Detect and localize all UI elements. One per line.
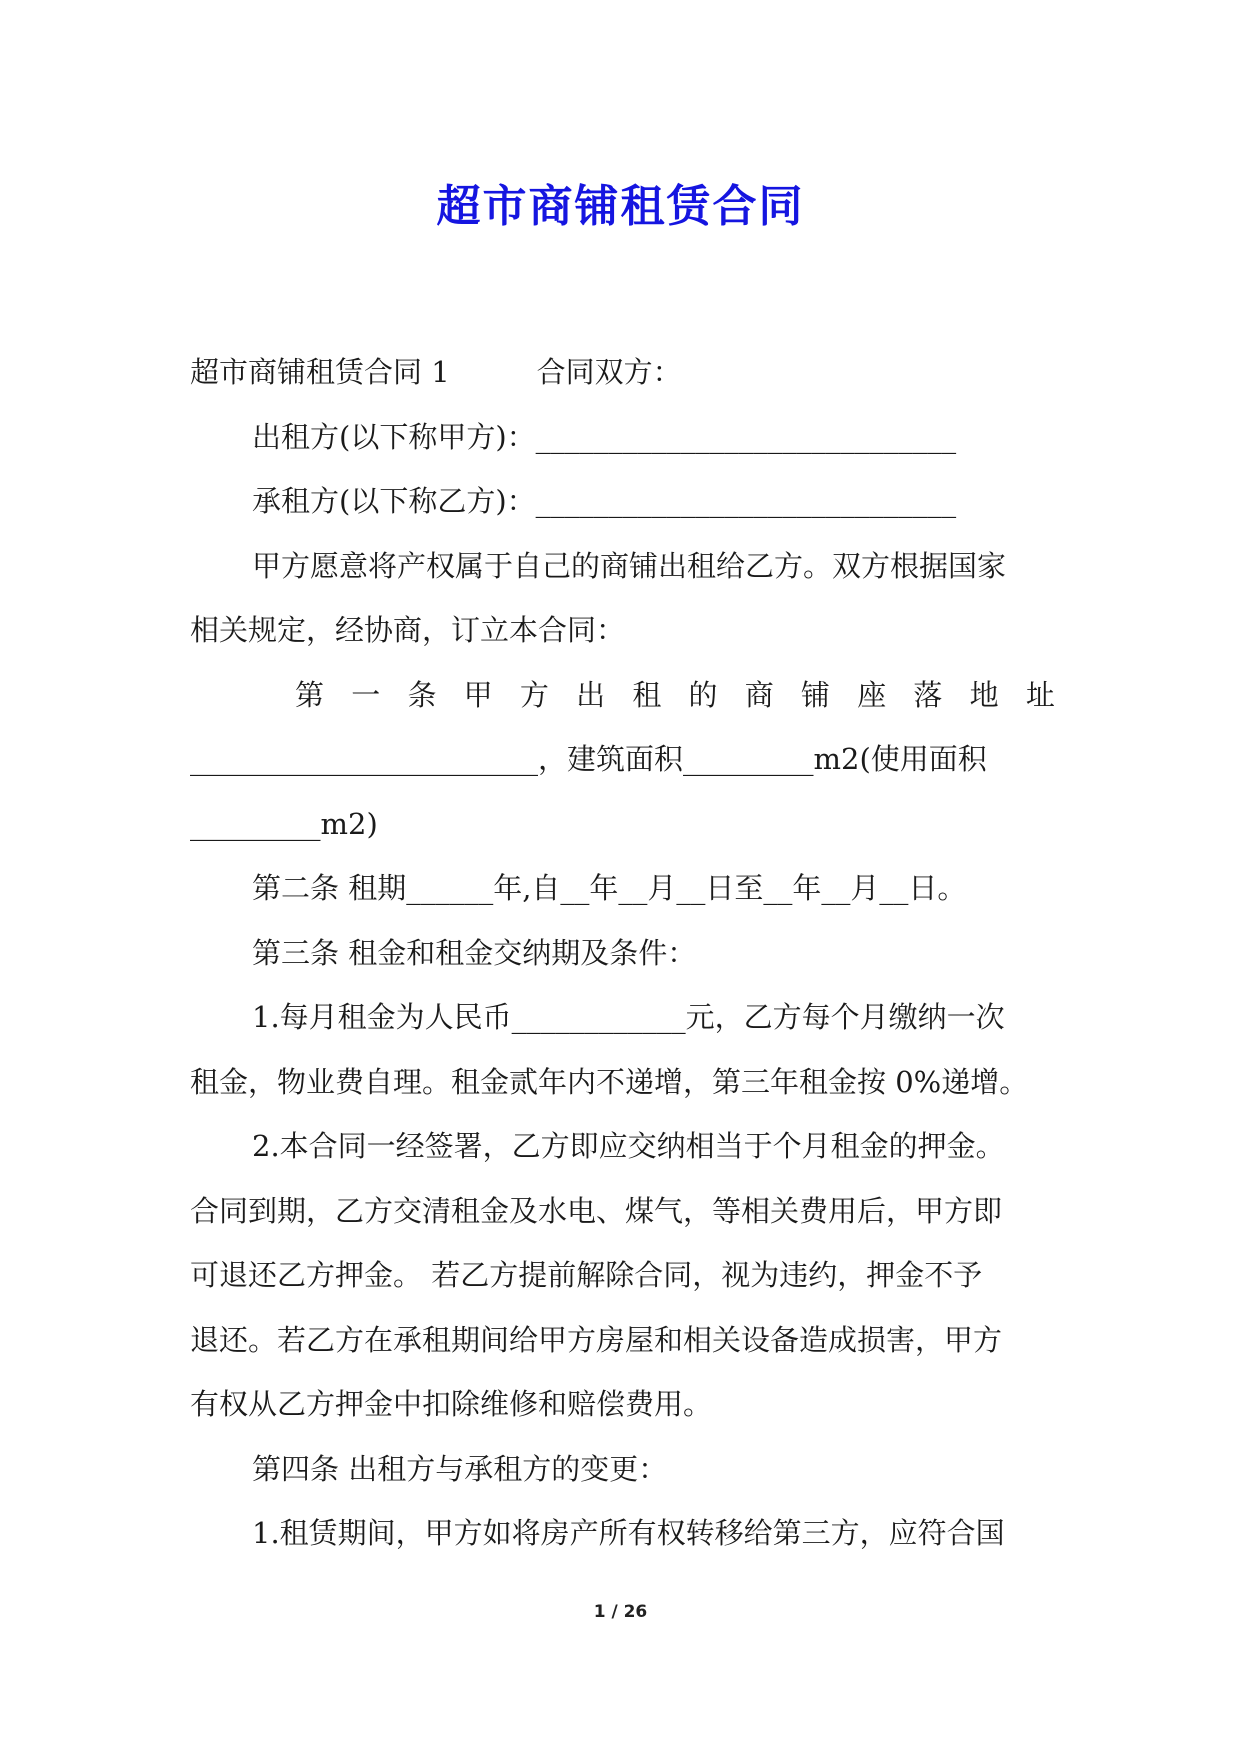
contract-subtitle-line: 超市商铺租赁合同 1 合同双方： [190, 355, 682, 389]
article-two-line: 第二条 租期______年,自__年__月__日至__年__月__日。 [252, 871, 967, 905]
spaced-char: 商 [744, 677, 774, 712]
paragraph-line: ________________________，建筑面积_________m2(使用面积 [190, 742, 987, 776]
spaced-char: 第 [295, 677, 325, 712]
paragraph-line: 有权从乙方押金中扣除维修和赔偿费用。 [190, 1387, 713, 1421]
spaced-char: 租 [632, 677, 662, 712]
paragraph-line: 相关规定，经协商，订立本合同： [190, 613, 626, 647]
paragraph-line: 可退还乙方押金。 若乙方提前解除合同，视为违约，押金不予 [190, 1258, 983, 1292]
paragraph-line: 退还。若乙方在承租期间给甲方房屋和相关设备造成损害，甲方 [190, 1322, 1003, 1357]
lessor-line: 出租方(以下称甲方)：_____________________________ [252, 419, 957, 454]
paragraph-line: 租金，物业费自理。租金贰年内不递增，第三年租金按 0%递增。 [190, 1064, 1029, 1099]
spaced-char: 一 [351, 677, 381, 712]
paragraph-line: 甲方愿意将产权属于自己的商铺出租给乙方。双方根据国家 [252, 548, 1007, 583]
spaced-char: 甲 [463, 677, 493, 712]
spaced-char: 铺 [800, 677, 830, 712]
spaced-char: 址 [1025, 677, 1055, 712]
spaced-char: 地 [969, 677, 999, 712]
paragraph-line: 合同到期，乙方交清租金及水电、煤气，等相关费用后，甲方即 [190, 1193, 1003, 1228]
spaced-char: 落 [913, 677, 943, 712]
lessee-line: 承租方(以下称乙方)：_____________________________ [252, 484, 957, 518]
article-four-heading: 第四条 出租方与承租方的变更： [252, 1451, 668, 1486]
article-one-heading [190, 663, 1055, 728]
page-title: 超市商铺租赁合同 [436, 181, 805, 233]
contract-body [190, 340, 1055, 1566]
paragraph-line: _________m2) [190, 806, 378, 841]
spaced-char: 方 [519, 677, 549, 712]
paragraph-line: 1.每月租金为人民币____________元，乙方每个月缴纳一次 [252, 1000, 1005, 1034]
page-number: 1 / 26 [593, 1602, 648, 1622]
article-three-heading: 第三条 租金和租金交纳期及条件： [252, 935, 697, 970]
paragraph-line: 1.租赁期间，甲方如将房产所有权转移给第三方，应符合国 [252, 1516, 1005, 1550]
spaced-char: 出 [576, 677, 606, 712]
spaced-char: 的 [688, 677, 718, 712]
spaced-char: 座 [857, 677, 887, 712]
paragraph-line: 2.本合同一经签署，乙方即应交纳相当于个月租金的押金。 [252, 1129, 1005, 1163]
spaced-char: 条 [407, 677, 437, 712]
